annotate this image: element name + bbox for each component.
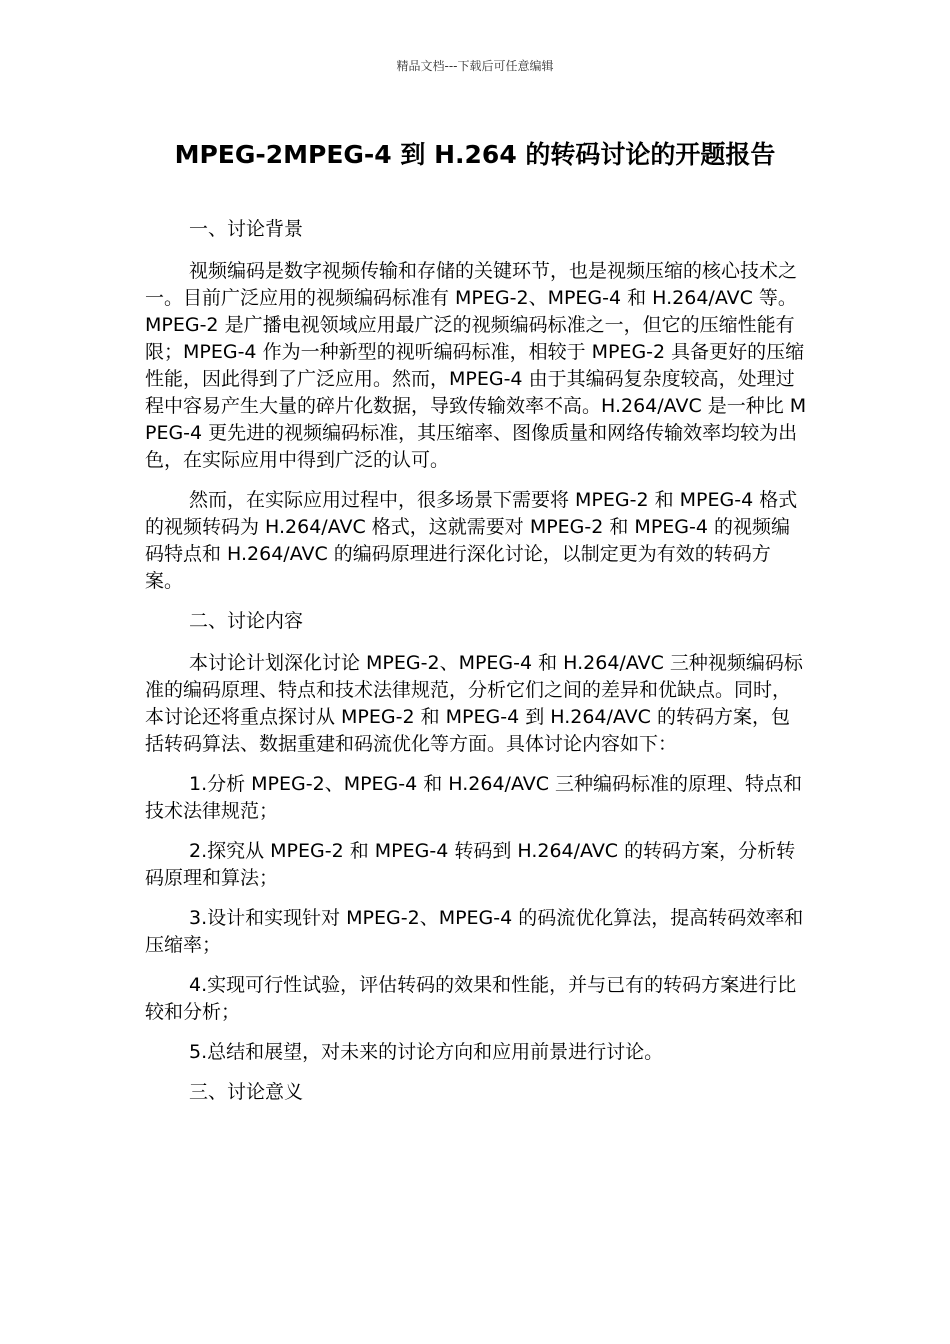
section-heading-significance: 三、讨论意义 [189,1081,304,1103]
section-heading-background: 一、讨论背景 [189,218,304,240]
document-title: MPEG-2MPEG-4 到 H.264 的转码讨论的开题报告 [174,140,776,169]
content-list-item-2: 2.探究从 MPEG-2 和 MPEG-4 转码到 H.264/AVC 的转码方案，分析转码原理和算法； [145,840,796,889]
document-body [145,216,807,1121]
page-header: 精品文档---下载后可任意编辑 [396,59,554,73]
content-list-item-3: 3.设计和实现针对 MPEG-2、MPEG-4 的码流优化算法，提高转码效率和压缩率； [145,907,804,956]
content-list-item-5: 5.总结和展望，对未来的讨论方向和应用前景进行讨论。 [189,1041,664,1063]
section-heading-content: 二、讨论内容 [189,610,304,632]
content-list-item-1: 1.分析 MPEG-2、MPEG-4 和 H.264/AVC 三种编码标准的原理、特点和技术法律规范； [145,773,803,822]
background-paragraph-2: 然而，在实际应用过程中，很多场景下需要将 MPEG-2 和 MPEG-4 格式的视频转码为 H.264/AVC 格式，这就需要对 MPEG-2 和 MPEG-4 的视频编码特点和 H.264/AVC 的编码原理进行深化讨论，以制定更为有效的转码方案。 [145,489,798,592]
content-list-item-4: 4.实现可行性试验，评估转码的效果和性能，并与已有的转码方案进行比较和分析； [145,974,797,1023]
content-intro-paragraph: 本讨论计划深化讨论 MPEG-2、MPEG-4 和 H.264/AVC 三种视频编码标准的编码原理、特点和技术法律规范，分析它们之间的差异和优缺点。同时，本讨论还将重点探讨从 MPEG-2 和 MPEG-4 到 H.264/AVC 的转码方案，包括转码算法、数据重建和码流优化等方面。具体讨论内容如下： [145,652,803,755]
background-paragraph-1: 视频编码是数字视频传输和存储的关键环节，也是视频压缩的核心技术之一。目前广泛应用的视频编码标准有 MPEG-2、MPEG-4 和 H.264/AVC 等。MPEG-2 是广播电视领域应用最广泛的视频编码标准之一，但它的压缩性能有限；MPEG-4 作为一种新型的视听编码标准，相较于 MPEG-2 具备更好的压缩性能，因此得到了广泛应用。然而，MPEG-4 由于其编码复杂度较高，处理过程中容易产生大量的碎片化数据，导致传输效率不高。H.264/AVC 是一种比 MPEG-4 更先进的视频编码标准，其压缩率、图像质量和网络传输效率均较为出色，在实际应用中得到广泛的认可。 [145,260,807,471]
